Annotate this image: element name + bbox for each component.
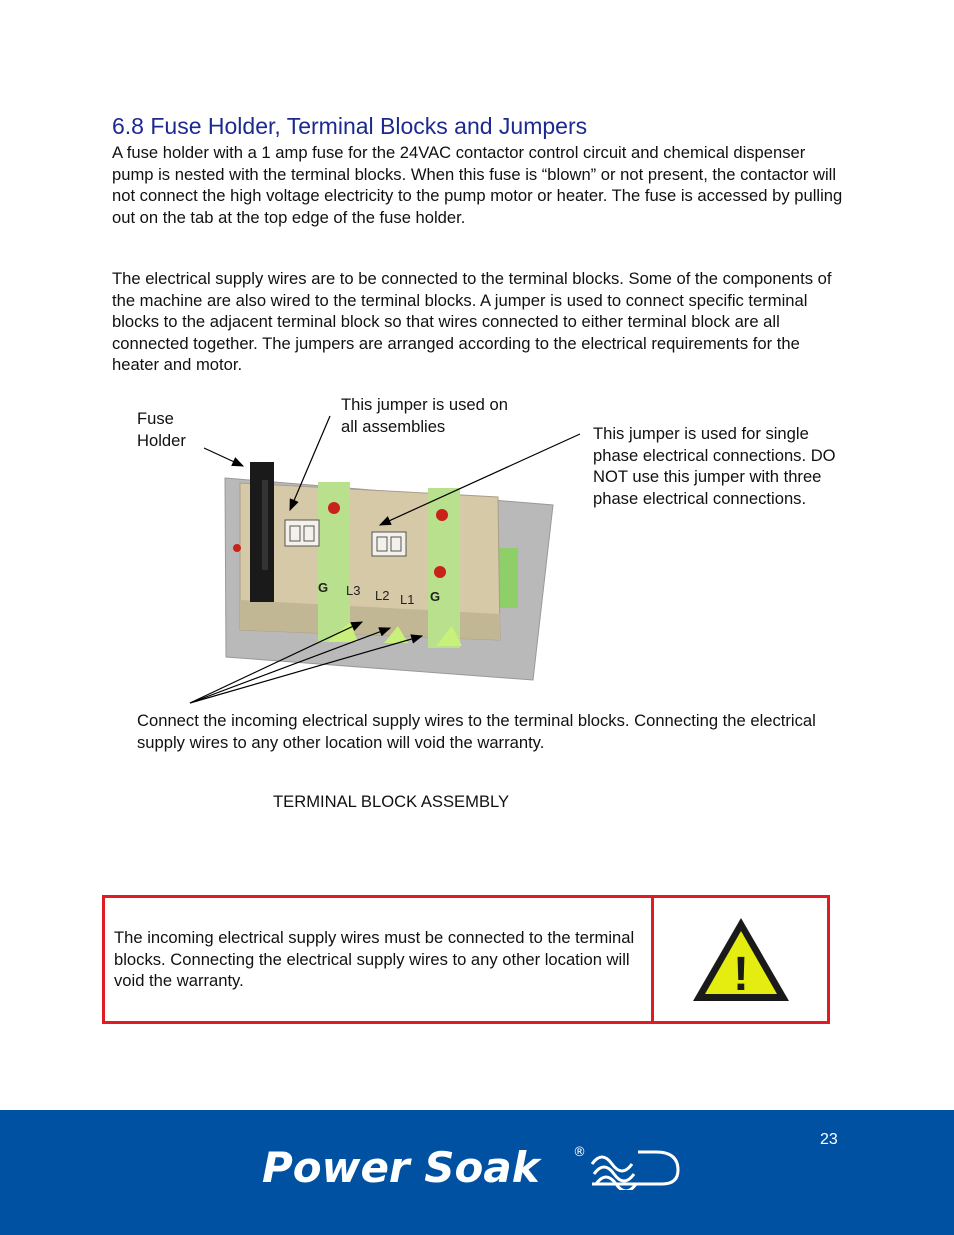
terminal-blocks-paragraph: The electrical supply wires are to be connected to the terminal blocks. Some of the components of the machine are also wired to the terminal blocks. A jumper is used to connect specific terminal blocks to the adjacent terminal block so that wires connected to either terminal block are all connected together. The jumpers are arranged according to the electrical requirements for the heater and motor. (112, 269, 832, 374)
power-soak-logo (262, 1140, 687, 1190)
ground-mark-left: G (318, 580, 329, 595)
warning-glyph: ! (732, 947, 749, 1001)
wave-mark-icon (592, 1152, 678, 1190)
fuse-holder-label: Fuse Holder (137, 409, 186, 450)
page-number: 23 (820, 1131, 838, 1148)
brand-name: Power Soak (262, 1143, 540, 1190)
terminal-label-l2: L2 (375, 588, 390, 603)
warning-box (102, 895, 830, 1024)
warning-triangle-icon (690, 915, 792, 1005)
fuse-holder-arrow (204, 448, 243, 466)
warning-text: The incoming electrical supply wires must be connected to the terminal blocks. Connecting the electrical supply wires to any other location will void the warranty. (105, 898, 654, 1021)
fuse-holder-paragraph: A fuse holder with a 1 amp fuse for the 24VAC contactor control circuit and chemical dispenser pump is nested with the terminal blocks. When this fuse is “blown” or not present, the contactor will not connect the high voltage electricity to the pump motor or heater. The fuse is accessed by pulling out on the tab at the top edge of the fuse holder. (112, 143, 843, 227)
terminal-label-l1: L1 (400, 592, 415, 607)
figure-caption: TERMINAL BLOCK ASSEMBLY (273, 792, 510, 811)
connect-supply-note: Connect the incoming electrical supply wires to the terminal blocks. Connecting the electrical supply wires to any other location will void the warranty. (137, 711, 816, 752)
ground-mark-right: G (430, 589, 441, 604)
section-heading: 6.8 Fuse Holder, Terminal Blocks and Jumpers (112, 113, 588, 139)
jumper-single-phase-label: This jumper is used for single phase electrical connections. DO NOT use this jumper with three phase electrical connections. (593, 424, 836, 508)
jumper-all-label: This jumper is used on all assemblies (341, 395, 508, 436)
terminal-label-l3: L3 (346, 583, 361, 598)
registered-mark: ® (573, 1145, 586, 1160)
warning-icon-cell (654, 898, 827, 1021)
